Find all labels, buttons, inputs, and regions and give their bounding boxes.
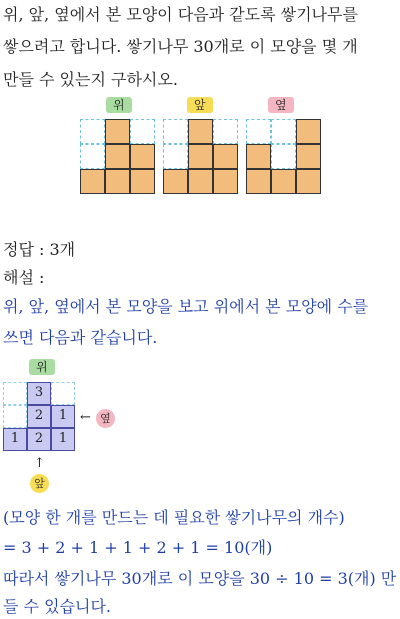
question-line-2: 쌓으려고 합니다. 쌓기나무 30개로 이 모양을 몇 개 (3, 37, 358, 56)
cell-count: 2 (27, 405, 51, 428)
grid-cell (3, 382, 27, 405)
grid-cell (296, 119, 321, 144)
front-view-grid (163, 119, 238, 194)
cell-count: 1 (51, 428, 75, 451)
answer-line: 정답 : 3개 (3, 240, 76, 259)
grid-cell (246, 144, 271, 169)
cell-count: 2 (27, 428, 51, 451)
grid-cell (80, 169, 105, 194)
explanation-line-2: 쓰면 다음과 같습니다. (3, 328, 158, 347)
cell-count: 1 (3, 428, 27, 451)
cell-count: 1 (51, 405, 75, 428)
grid-cell (271, 169, 296, 194)
calc-line-3: 따라서 쌓기나무 30개로 이 모양을 30 ÷ 10 = 3(개) 만 (3, 569, 397, 588)
arrow-left-icon: ← (80, 410, 91, 425)
grid-cell (80, 144, 105, 169)
grid-cell (213, 169, 238, 194)
top-view-grid (80, 119, 155, 194)
top-view-label: 위 (106, 97, 132, 113)
question-line-1: 위, 앞, 옆에서 본 모양이 다음과 같도록 쌓기나무를 (3, 5, 358, 24)
grid-cell (246, 119, 271, 144)
front-view-label: 앞 (187, 97, 213, 113)
grid-cell (163, 119, 188, 144)
grid-cell (213, 144, 238, 169)
calc-line-1: (모양 한 개를 만드는 데 필요한 쌓기나무의 개수) (3, 508, 345, 527)
side-view-label: 옆 (268, 97, 294, 113)
grid-cell (80, 119, 105, 144)
diagram-side-label: 옆 (96, 409, 115, 428)
grid-cell (296, 144, 321, 169)
grid-cell (130, 144, 155, 169)
diagram-top-label: 위 (29, 359, 55, 375)
grid-cell (130, 119, 155, 144)
grid-cell (188, 144, 213, 169)
diagram-front-label: 앞 (30, 474, 49, 493)
cell-count: 3 (27, 382, 51, 405)
explanation-line-1: 위, 앞, 옆에서 본 모양을 보고 위에서 본 모양에 수를 (3, 297, 369, 316)
grid-cell (105, 119, 130, 144)
question-line-3: 만들 수 있는지 구하시오. (3, 70, 178, 89)
grid-cell (188, 119, 213, 144)
calc-line-2: = 3 + 2 + 1 + 1 + 2 + 1 = 10(개) (3, 538, 273, 557)
grid-cell (130, 169, 155, 194)
grid-cell (296, 169, 321, 194)
explanation-label: 해설 : (3, 268, 45, 287)
grid-cell (163, 169, 188, 194)
grid-cell (271, 144, 296, 169)
grid-cell (188, 169, 213, 194)
side-view-grid (246, 119, 321, 194)
grid-cell (105, 144, 130, 169)
grid-cell (51, 382, 75, 405)
grid-cell (3, 405, 27, 428)
arrow-up-icon: ↑ (34, 456, 45, 471)
grid-cell (271, 119, 296, 144)
grid-cell (246, 169, 271, 194)
numbered-top-view (3, 382, 75, 451)
grid-cell (163, 144, 188, 169)
grid-cell (105, 169, 130, 194)
grid-cell (213, 119, 238, 144)
calc-line-4: 들 수 있습니다. (3, 597, 111, 616)
